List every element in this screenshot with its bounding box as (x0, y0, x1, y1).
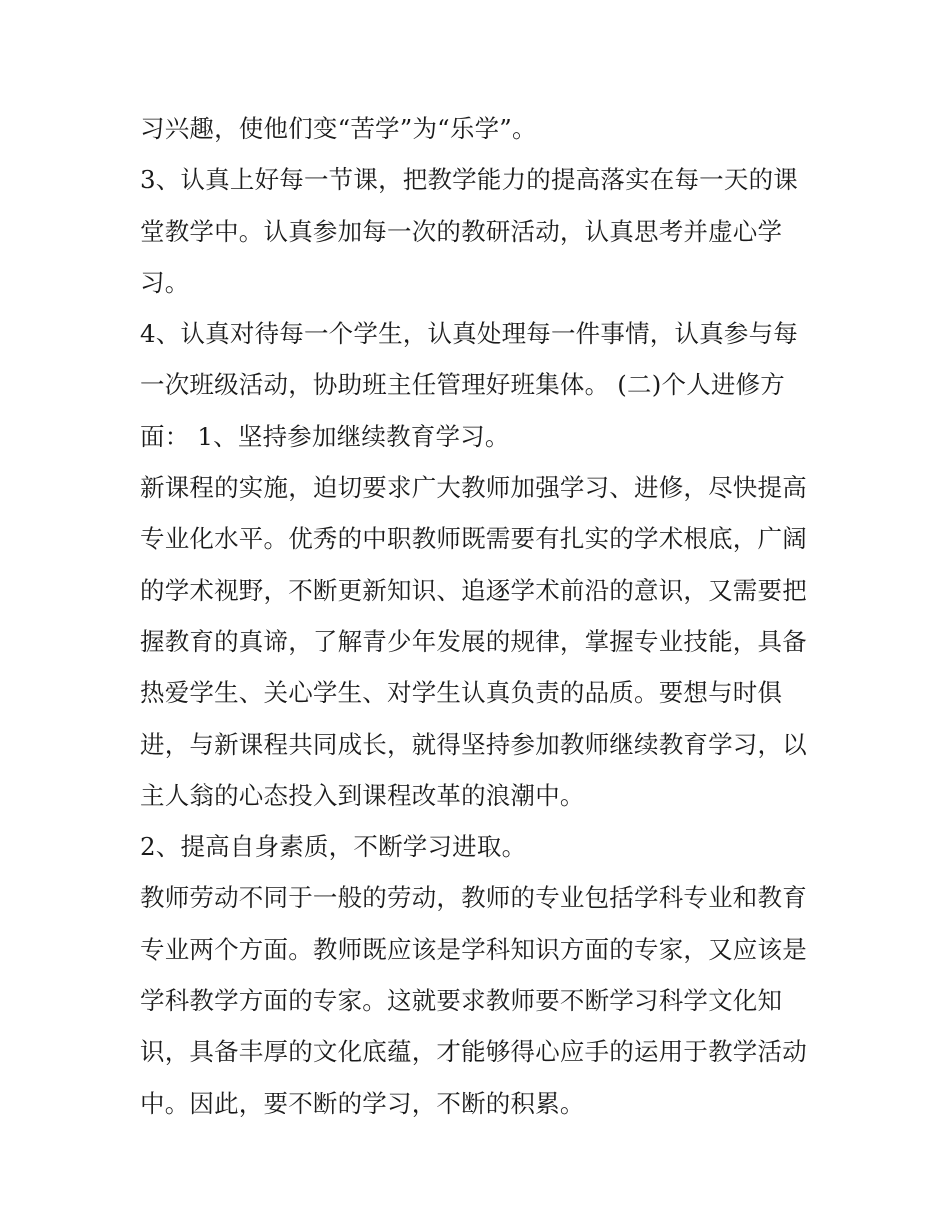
text-line: 的学术视野，不断更新知识、追逐学术前沿的意识，又需要把 (140, 575, 807, 605)
text-line: 进，与新课程共同成长，就得坚持参加教师继续教育学习，以 (140, 729, 807, 759)
text-line: 新课程的实施，迫切要求广大教师加强学习、进修，尽快提高 (140, 473, 807, 503)
document-body-text (140, 103, 820, 1129)
text-line: 学科教学方面的专家。这就要求教师要不断学习科学文化知 (140, 986, 783, 1016)
text-line: 中。因此，要不断的学习，不断的积累。 (140, 1088, 585, 1118)
text-line: 一次班级活动，协助班主任管理好班集体。 (二)个人进修方 (140, 370, 786, 400)
text-line: 面： 1、坚持参加继续教育学习。 (140, 421, 510, 451)
text-line: 识，具备丰厚的文化底蕴，才能够得心应手的运用于教学活动 (140, 1037, 807, 1067)
text-line: 2、提高自身素质，不断学习进取。 (140, 832, 527, 862)
text-line: 专业两个方面。教师既应该是学科知识方面的专家，又应该是 (140, 934, 807, 964)
text-line: 4、认真对待每一个学生，认真处理每一件事情，认真参与每 (140, 319, 798, 349)
text-line: 习。 (140, 267, 190, 297)
text-line: 3、认真上好每一节课，把教学能力的提高落实在每一天的课 (140, 165, 798, 195)
text-line: 主人翁的心态投入到课程改革的浪潮中。 (140, 780, 585, 810)
text-line: 握教育的真谛，了解青少年发展的规律，掌握专业技能，具备 (140, 626, 807, 656)
text-line: 专业化水平。优秀的中职教师既需要有扎实的学术根底，广阔 (140, 524, 807, 554)
text-line: 教师劳动不同于一般的劳动，教师的专业包括学科专业和教育 (140, 883, 807, 913)
text-line: 热爱学生、关心学生、对学生认真负责的品质。要想与时俱 (140, 678, 783, 708)
text-line: 习兴趣，使他们变“苦学”为“乐学”。 (140, 114, 537, 143)
text-line: 堂教学中。认真参加每一次的教研活动，认真思考并虚心学 (140, 216, 783, 246)
